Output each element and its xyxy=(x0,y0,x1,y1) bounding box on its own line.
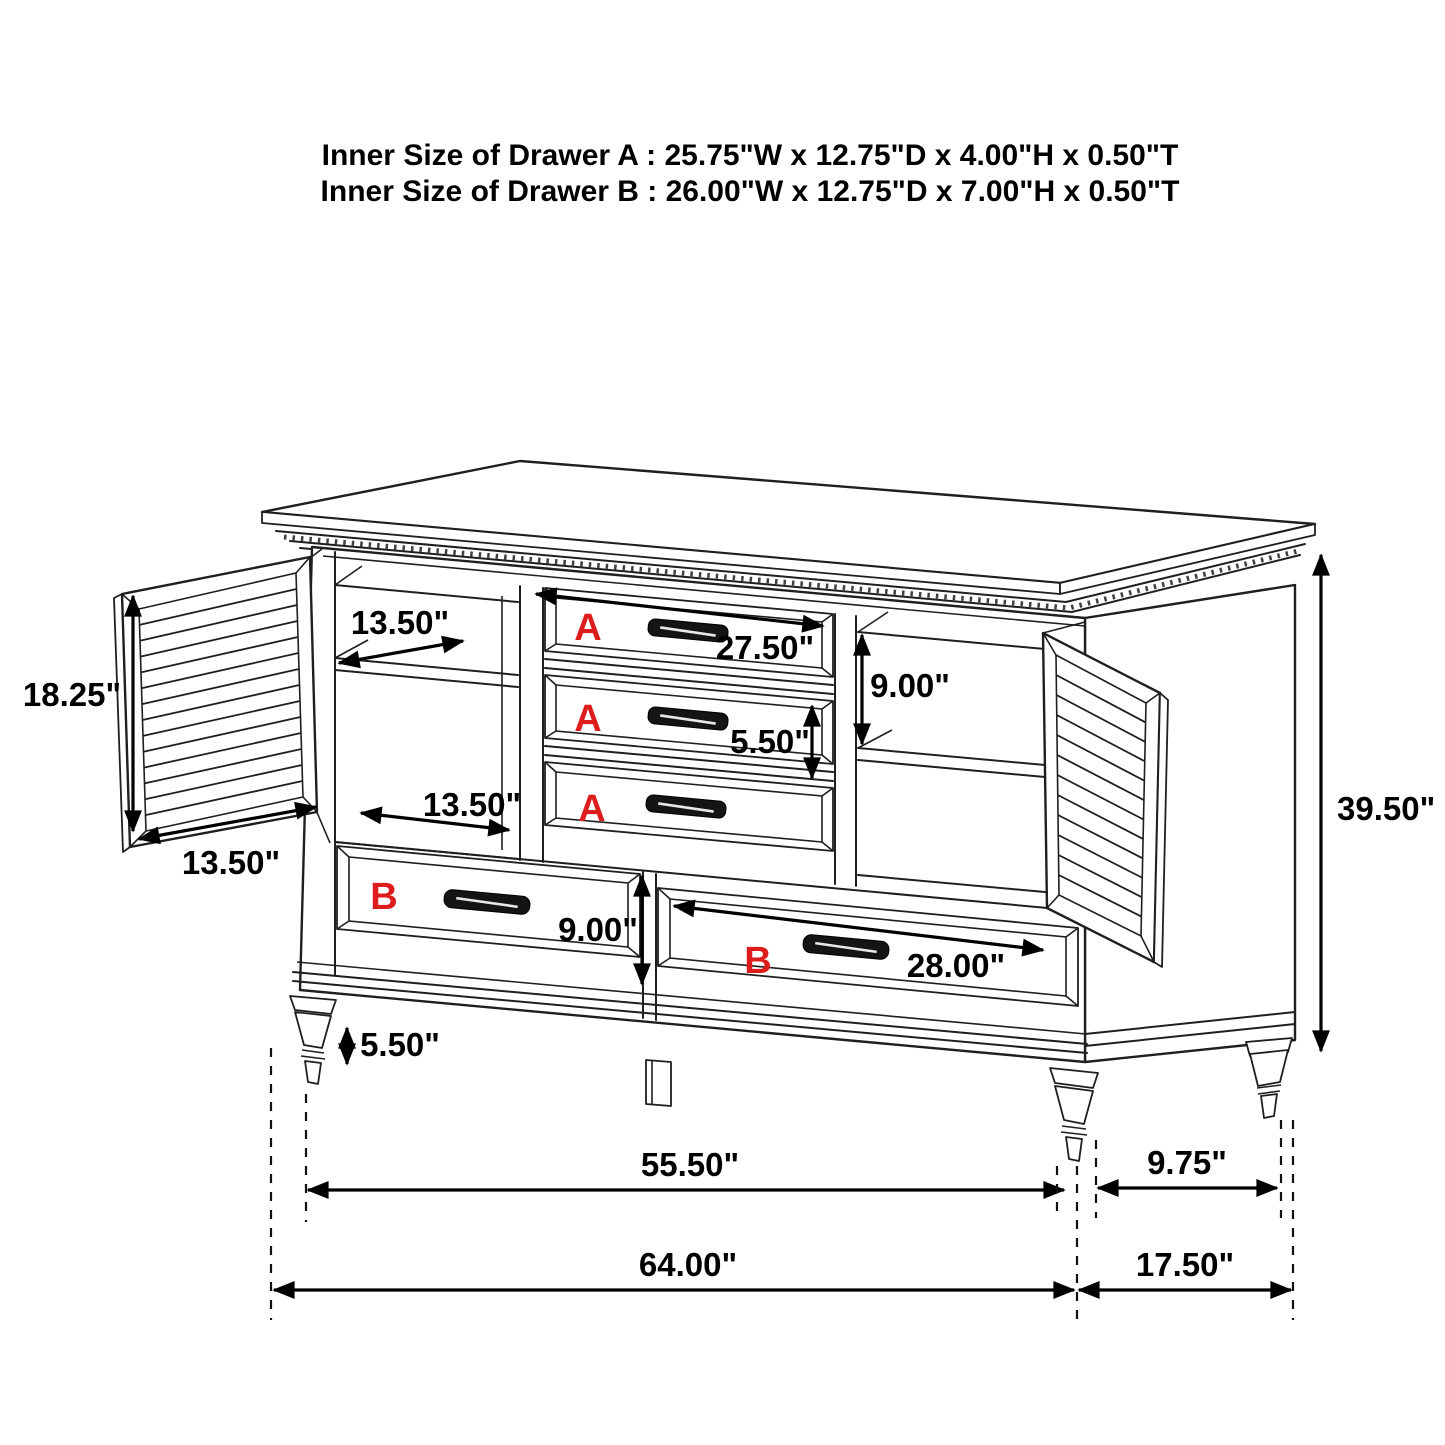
label-drawer-a2: A xyxy=(574,698,602,740)
label-drawer-b2: B xyxy=(744,940,772,982)
dim-drawer-a-spacing: 5.50" xyxy=(730,723,810,760)
dim-overall-depth: 17.50" xyxy=(1135,1246,1235,1283)
left-door xyxy=(114,549,330,852)
dim-door-width: 13.50" xyxy=(181,844,281,881)
title-block xyxy=(321,139,1180,208)
front-left-leg xyxy=(290,996,336,1084)
dim-rear-leg-offset: 9.75" xyxy=(1147,1144,1227,1181)
label-drawer-a3: A xyxy=(578,788,606,830)
dim-top-cubby-width: 13.50" xyxy=(350,604,450,641)
dim-overall-height: 39.50" xyxy=(1337,790,1436,827)
dim-drawer-b-height: 9.00" xyxy=(558,911,638,948)
dim-body-width: 55.50" xyxy=(640,1146,740,1183)
dim-leg-height: 5.50" xyxy=(360,1026,440,1063)
title-line-2: Inner Size of Drawer B : 26.00"W x 12.75"D x 7.00"H x 0.50"T xyxy=(320,175,1180,208)
front-right-leg xyxy=(1050,1068,1098,1161)
dim-overall-width: 64.00" xyxy=(638,1246,738,1283)
dim-right-opening-height: 9.00" xyxy=(870,667,950,704)
dim-drawer-a-width: 27.50" xyxy=(715,629,815,666)
dim-bottom-cubby-width: 13.50" xyxy=(422,786,522,823)
back-right-leg xyxy=(1246,1038,1292,1118)
label-drawer-b1: B xyxy=(370,876,398,918)
title-line-1: Inner Size of Drawer A : 25.75"W x 12.75"D x 4.00"H x 0.50"T xyxy=(321,139,1179,172)
front-center-leg xyxy=(646,1060,671,1106)
dim-door-height: 18.25" xyxy=(22,676,122,713)
dim-drawer-b-width: 28.00" xyxy=(906,947,1006,984)
label-drawer-a1: A xyxy=(574,607,602,649)
